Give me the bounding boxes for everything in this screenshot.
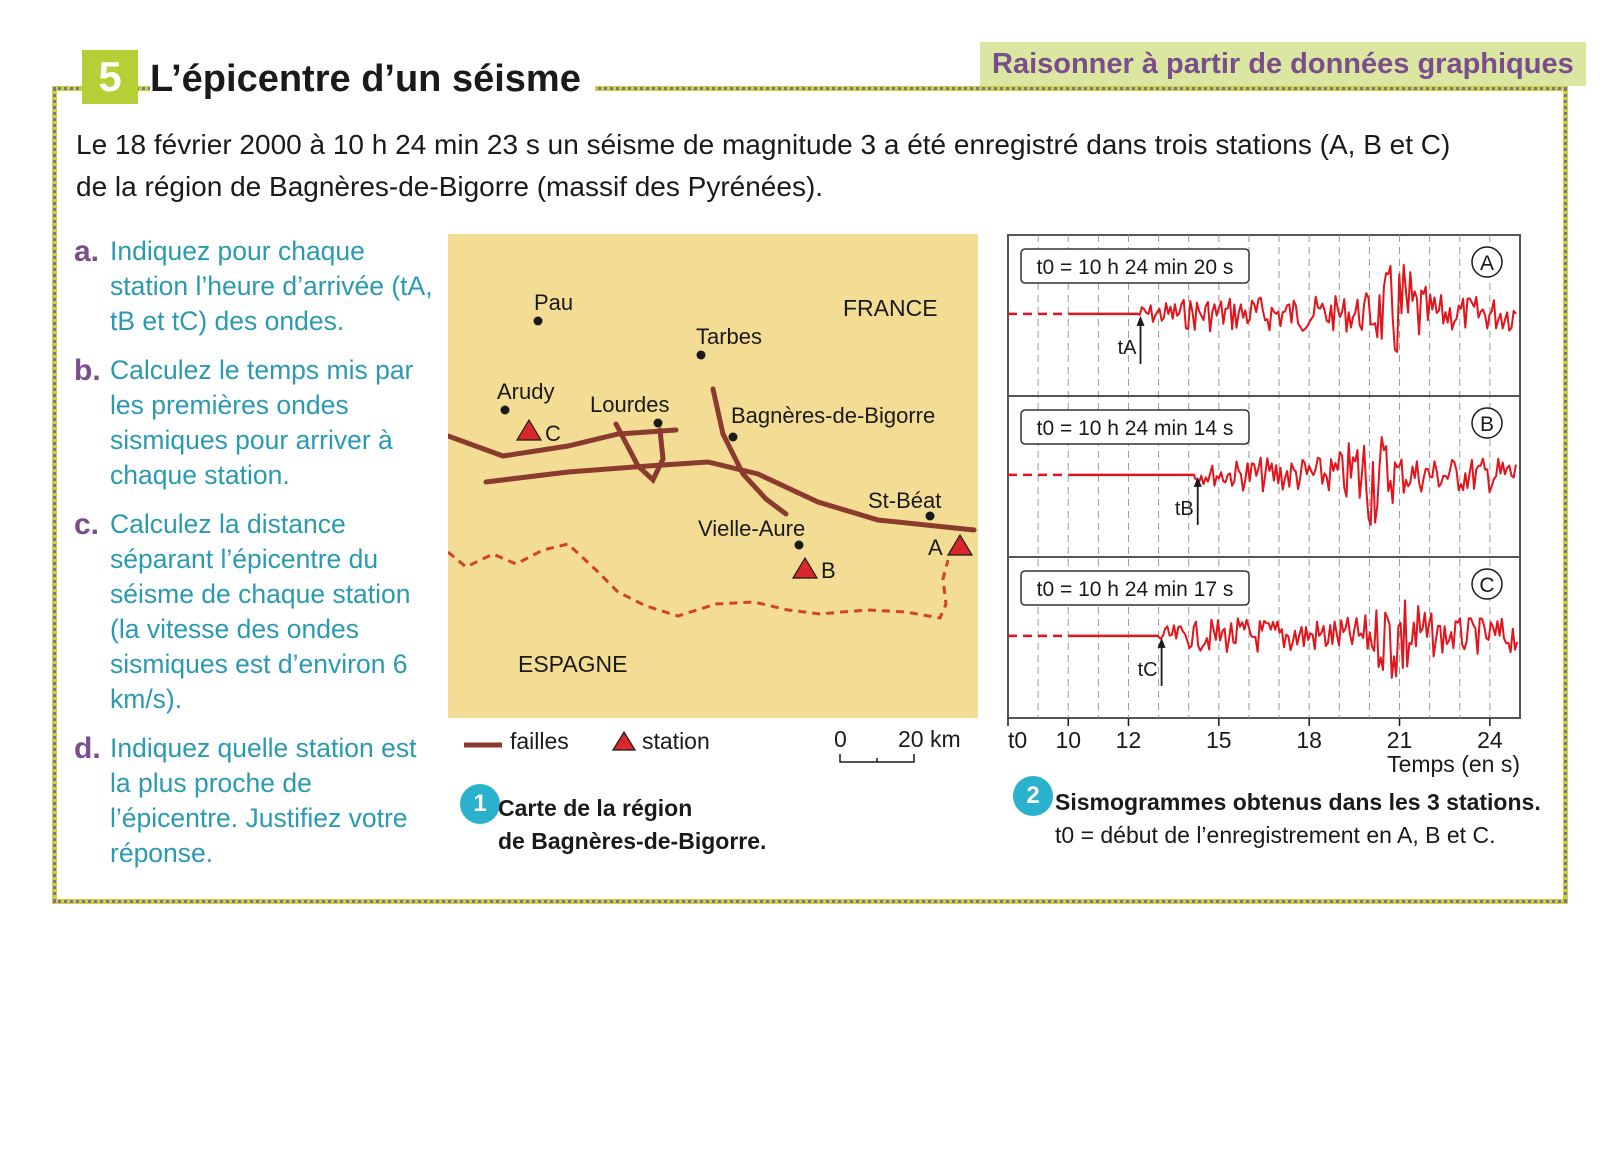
city-label-arudy: Arudy xyxy=(497,379,555,404)
x-tick-label: 10 xyxy=(1055,727,1082,753)
station-label-a: A xyxy=(928,535,943,560)
region-map xyxy=(448,234,978,718)
city-label-tarbes: Tarbes xyxy=(696,324,763,349)
t0-label: t0 = 10 h 24 min 14 s xyxy=(1036,417,1234,440)
city-label-bagneres: Bagnères-de-Bigorre xyxy=(731,403,936,428)
city-dot-bagneres xyxy=(729,433,738,442)
question-letter: a. xyxy=(74,235,100,268)
seismo-caption xyxy=(1055,786,1541,852)
country-label-spain: ESPAGNE xyxy=(518,651,628,677)
city-label-st-beat: St-Béat xyxy=(868,488,942,513)
question-text: Calculez le temps mis par les premières ondes sismiques pour arriver à chaque station. xyxy=(110,355,414,490)
map-caption xyxy=(498,792,766,858)
intro-line-2: de la région de Bagnères-de-Bigorre (massif des Pyrénées). xyxy=(76,171,824,202)
map-caption-line-2: de Bagnères-de-Bigorre. xyxy=(498,828,767,854)
x-tick-label: 12 xyxy=(1115,727,1142,753)
question-a xyxy=(74,234,434,339)
station-legend-label: station xyxy=(642,728,710,754)
map-caption-number: 1 xyxy=(460,784,500,824)
city-dot-vielle-aure xyxy=(795,541,804,550)
questions-list xyxy=(74,234,434,885)
question-text: Calculez la distance séparant l’épicentre du séisme de chaque station (la vitesse des ondes sismiques est d’environ 6 km/s). xyxy=(110,509,411,714)
x-tick-label: 15 xyxy=(1206,727,1232,753)
x-tick-label: 24 xyxy=(1477,727,1503,753)
seismo-caption-number: 2 xyxy=(1013,776,1053,816)
city-dot-pau xyxy=(534,317,543,326)
scale-distance-label: 20 km xyxy=(898,726,961,752)
x-tick-label: 21 xyxy=(1386,727,1413,753)
intro-line-1: Le 18 février 2000 à 10 h 24 min 23 s un séisme de magnitude 3 a été enregistré dans trois stations (A, B et C) xyxy=(76,129,1451,160)
city-dot-lourdes xyxy=(654,419,663,428)
question-text: Indiquez quelle station est la plus proche de l’épicentre. Justifiez votre réponse. xyxy=(110,733,417,868)
scale-bar xyxy=(838,752,918,766)
question-letter: c. xyxy=(74,508,100,541)
exercise-title: L’épicentre d’un séisme xyxy=(150,58,595,101)
x-axis-ticks xyxy=(1008,718,1503,753)
city-dot-tarbes xyxy=(697,351,706,360)
seismo-caption-line-2: t0 = début de l’enregistrement en A, B et C. xyxy=(1055,822,1496,848)
intro-text xyxy=(76,124,1556,208)
station-circle-label: B xyxy=(1479,413,1495,436)
city-label-lourdes: Lourdes xyxy=(590,392,670,417)
station-circle-label: A xyxy=(1479,252,1495,275)
map-legend xyxy=(462,728,982,768)
t0-label: t0 = 10 h 24 min 20 s xyxy=(1036,256,1234,279)
x-tick-label: 18 xyxy=(1296,727,1322,753)
question-letter: b. xyxy=(74,354,101,387)
question-letter: d. xyxy=(74,732,101,765)
map-caption-line-1: Carte de la région xyxy=(498,795,693,821)
scale-zero-label: 0 xyxy=(834,726,847,752)
station-label-c: C xyxy=(545,421,561,446)
exercise-number-badge: 5 xyxy=(82,50,138,104)
city-label-vielle-aure: Vielle-Aure xyxy=(698,516,806,541)
question-text: Indiquez pour chaque station l’heure d’arrivée (tA, tB et tC) des ondes. xyxy=(110,236,433,336)
arrival-label: tC xyxy=(1137,658,1158,681)
question-c xyxy=(74,507,434,717)
question-d xyxy=(74,731,434,871)
seismograms-chart xyxy=(1005,232,1565,787)
x-axis-label: Temps (en s) xyxy=(1387,751,1520,777)
x-tick-label: t0 xyxy=(1008,727,1028,753)
fault-legend-label: failles xyxy=(510,728,569,754)
fault-legend-swatch xyxy=(464,740,502,750)
station-legend-icon xyxy=(612,730,636,752)
station-label-b: B xyxy=(821,558,836,583)
seismo-caption-line-1: Sismogrammes obtenus dans les 3 stations. xyxy=(1055,789,1541,815)
arrival-label: tA xyxy=(1117,336,1137,359)
t0-label: t0 = 10 h 24 min 17 s xyxy=(1036,578,1234,601)
question-b xyxy=(74,353,434,493)
city-dot-arudy xyxy=(501,406,510,415)
skill-banner: Raisonner à partir de données graphiques xyxy=(980,42,1586,86)
country-label-france: FRANCE xyxy=(843,295,938,321)
station-circle-label: C xyxy=(1479,574,1495,597)
city-label-pau: Pau xyxy=(534,290,574,315)
arrival-label: tB xyxy=(1174,497,1194,520)
